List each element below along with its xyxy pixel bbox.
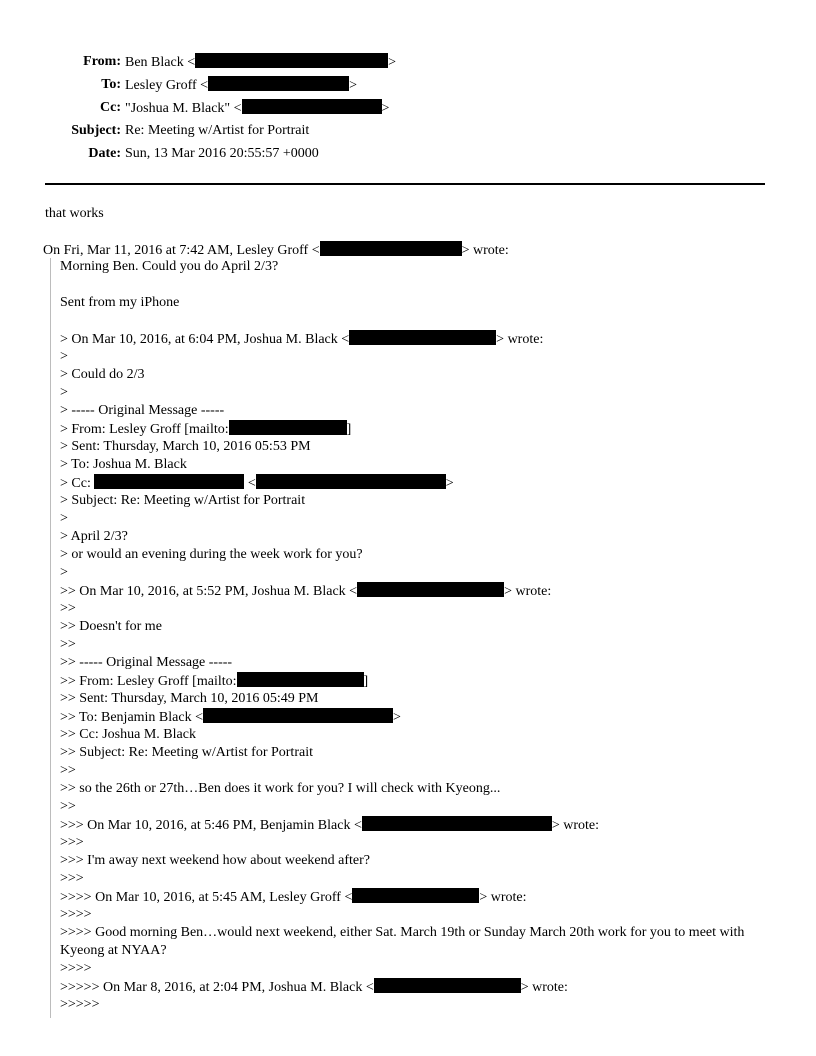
- subject-label: Subject:: [71, 123, 121, 138]
- to-close: >: [349, 78, 357, 93]
- quote-text: > wrote:: [551, 818, 600, 833]
- cc-name: "Joshua M. Black" <: [125, 101, 242, 116]
- quoted-message: [50, 258, 780, 1018]
- quote-text: > From: Lesley Groff [mailto:: [60, 422, 229, 437]
- date-label: Date:: [88, 146, 121, 161]
- quote-line: [60, 978, 780, 996]
- quote-line: > April 2/3?: [60, 529, 128, 544]
- quote-line: >> ----- Original Message -----: [60, 655, 233, 670]
- redaction-block: [208, 76, 349, 91]
- quote-line: [60, 708, 780, 726]
- to-label: To:: [101, 77, 121, 92]
- quote-line: Sent from my iPhone: [60, 295, 180, 310]
- quote-text: > wrote:: [520, 980, 568, 995]
- quote-line: > Sent: Thursday, March 10, 2016 05:53 PM: [60, 439, 311, 454]
- quote-text: > Cc:: [60, 476, 91, 491]
- quote-line: >>>>: [60, 961, 92, 976]
- attribution-text: On Fri, Mar 11, 2016 at 7:42 AM, Lesley Groff <: [43, 243, 320, 258]
- quote-text: ]: [363, 674, 369, 689]
- redaction-block: [352, 888, 479, 903]
- redaction-block: [357, 582, 504, 597]
- quote-line: Morning Ben. Could you do April 2/3?: [60, 259, 279, 274]
- quote-line: [60, 888, 780, 906]
- quote-text: >> On Mar 10, 2016, at 5:52 PM, Joshua M. Black <: [60, 584, 358, 599]
- to-name: Lesley Groff <: [125, 78, 209, 93]
- quote-text: > On Mar 10, 2016, at 6:04 PM, Joshua M. Black <: [60, 332, 350, 347]
- attribution-wrote: > wrote:: [461, 243, 509, 258]
- quote-line: >> Doesn't for me: [60, 619, 162, 634]
- redaction-block: [229, 420, 347, 435]
- quote-text: >> To: Benjamin Black <: [60, 710, 203, 725]
- quote-line: >>>: [60, 835, 84, 850]
- date-value: Sun, 13 Mar 2016 20:55:57 +0000: [125, 146, 319, 161]
- to-value: [125, 76, 357, 95]
- quote-text: <: [247, 476, 256, 491]
- message-body: [45, 205, 509, 259]
- quote-line: >>>>>: [60, 997, 100, 1012]
- redaction-block: [362, 816, 552, 831]
- redaction-block: [320, 241, 462, 256]
- quote-text: >> From: Lesley Groff [mailto:: [60, 674, 237, 689]
- quote-line: [60, 582, 780, 600]
- from-value: [125, 53, 396, 72]
- quote-line: >: [60, 511, 68, 526]
- quote-text: >>> On Mar 10, 2016, at 5:46 PM, Benjamin Black <: [60, 818, 362, 833]
- quote-text: > wrote:: [504, 584, 552, 599]
- quote-line: >>> I'm away next weekend how about weekend after?: [60, 853, 370, 868]
- cc-value: [125, 99, 389, 118]
- redaction-block: [94, 474, 244, 489]
- quote-line: >: [60, 349, 68, 364]
- quote-text: > wrote:: [496, 332, 544, 347]
- redaction-block: [195, 53, 388, 68]
- quote-line: >> Subject: Re: Meeting w/Artist for Portrait: [60, 745, 313, 760]
- redaction-block: [203, 708, 393, 723]
- redaction-block: [237, 672, 364, 687]
- attribution-line: [43, 241, 509, 259]
- from-name: Ben Black <: [125, 55, 196, 70]
- quote-line: [60, 474, 780, 492]
- reply-text: that works: [45, 206, 104, 221]
- quote-line: [60, 330, 780, 348]
- quote-text: >>>>> On Mar 8, 2016, at 2:04 PM, Joshua M. Black <: [60, 980, 374, 995]
- header-divider: [45, 183, 765, 185]
- quote-line: >> so the 26th or 27th…Ben does it work for you? I will check with Kyeong...: [60, 781, 501, 796]
- quote-line: >>>>: [60, 907, 92, 922]
- quote-line: > Could do 2/3: [60, 367, 145, 382]
- cc-label: Cc:: [100, 100, 121, 115]
- quote-line: >>>> Good morning Ben…would next weekend, either Sat. March 19th or Sunday March 20th work for you to meet with Kyeong at NYAA?: [60, 925, 745, 958]
- quote-line: >>: [60, 601, 76, 616]
- redaction-block: [374, 978, 521, 993]
- quote-line: >>: [60, 637, 76, 652]
- quote-line: >> Sent: Thursday, March 10, 2016 05:49 PM: [60, 691, 319, 706]
- from-label: From:: [83, 54, 121, 69]
- quote-line: > or would an evening during the week work for you?: [60, 547, 363, 562]
- quote-text: >: [393, 710, 401, 725]
- quote-line: >>: [60, 763, 76, 778]
- quote-line: > Subject: Re: Meeting w/Artist for Portrait: [60, 493, 306, 508]
- redaction-block: [256, 474, 446, 489]
- quote-text: >: [445, 476, 454, 491]
- quote-text: ]: [346, 422, 352, 437]
- quote-line: > To: Joshua M. Black: [60, 457, 187, 472]
- quote-line: >>: [60, 799, 76, 814]
- redaction-block: [242, 99, 382, 114]
- from-close: >: [388, 55, 397, 70]
- quote-line: >>>: [60, 871, 84, 886]
- quote-line: > ----- Original Message -----: [60, 403, 225, 418]
- quote-line: [60, 672, 780, 690]
- quote-line: [60, 420, 780, 438]
- cc-close: >: [381, 101, 390, 116]
- subject-value: Re: Meeting w/Artist for Portrait: [125, 123, 310, 138]
- redaction-block: [349, 330, 496, 345]
- quote-line: >: [60, 565, 68, 580]
- quote-text: >>>> On Mar 10, 2016, at 5:45 AM, Lesley Groff <: [60, 890, 353, 905]
- quote-line: >> Cc: Joshua M. Black: [60, 727, 196, 742]
- quote-line: >: [60, 385, 68, 400]
- quote-line: [60, 816, 780, 834]
- quote-text: > wrote:: [479, 890, 527, 905]
